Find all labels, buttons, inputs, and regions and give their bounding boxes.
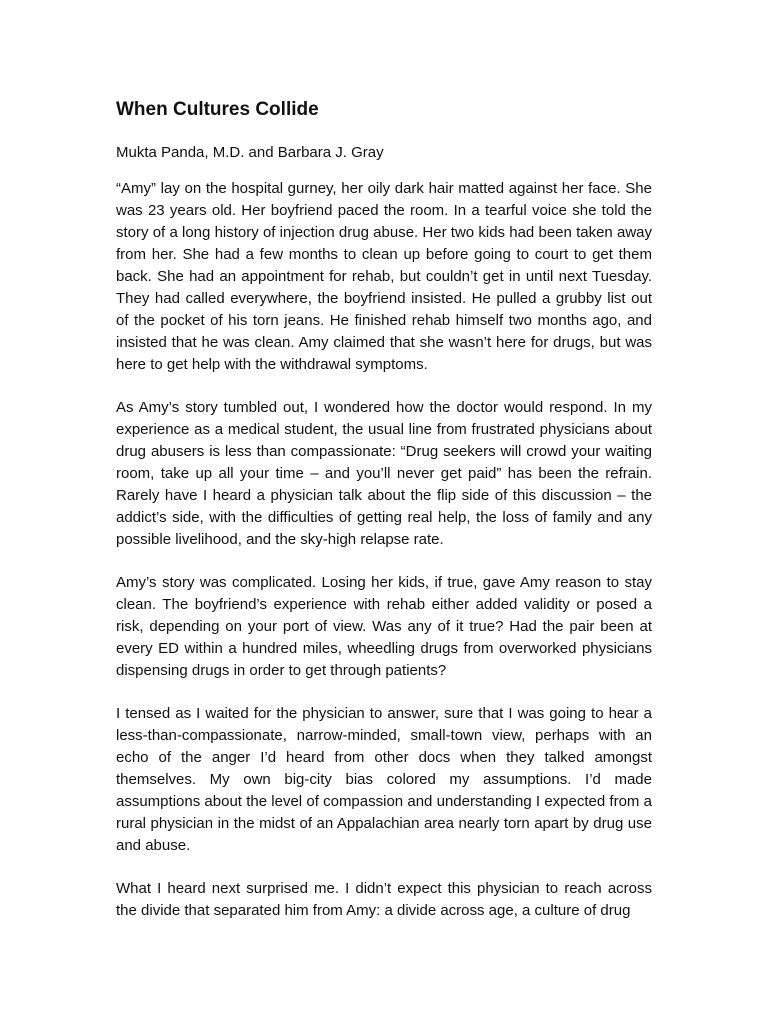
body-paragraph-4: I tensed as I waited for the physician to answer, sure that I was going to hear a less-than-compassionate, narrow-minded, small-town view, perhaps with an echo of the anger I’d heard from other docs when they talked amongst themselves. My own big-city bias colored my assumptions. I’d made assumptions about the level of compassion and understanding I expected from a rural physician in the midst of an Appalachian area nearly torn apart by drug use and abuse. bbox=[116, 705, 652, 854]
document-authors: Mukta Panda, M.D. and Barbara J. Gray bbox=[116, 144, 384, 161]
document-page bbox=[116, 98, 652, 922]
body-paragraph-1: “Amy” lay on the hospital gurney, her oily dark hair matted against her face. She was 23 years old. Her boyfriend paced the room. In a tearful voice she told the story of a long history of injection drug abuse. Her two kids had been taken away from her. She had a few months to clean up before going to court to get them back. She had an appointment for rehab, but couldn’t get in until next Tuesday. They had called everywhere, the boyfriend insisted. He pulled a grubby list out of the pocket of his torn jeans. He finished rehab himself two months ago, and insisted that he was clean. Amy claimed that she wasn’t here for drugs, but was here to get help with the withdrawal symptoms. bbox=[116, 180, 652, 373]
body-paragraph-2: As Amy’s story tumbled out, I wondered how the doctor would respond. In my experience as a medical student, the usual line from frustrated physicians about drug abusers is less than compassionate: “Drug seekers will crowd your waiting room, take up all your time – and you’ll never get paid” has been the refrain. Rarely have I heard a physician talk about the flip side of this discussion – the addict’s side, with the difficulties of getting real help, the loss of family and any possible livelihood, and the sky-high relapse rate. bbox=[116, 399, 652, 548]
document-title: When Cultures Collide bbox=[116, 99, 319, 120]
body-paragraph-5: What I heard next surprised me. I didn’t expect this physician to reach across the divide that separated him from Amy: a divide across age, a culture of drug bbox=[116, 880, 652, 919]
body-paragraph-3: Amy’s story was complicated. Losing her kids, if true, gave Amy reason to stay clean. The boyfriend’s experience with rehab either added validity or posed a risk, depending on your port of view. Was any of it true? Had the pair been at every ED within a hundred miles, wheedling drugs from overworked physicians dispensing drugs in order to get through patients? bbox=[116, 574, 652, 679]
